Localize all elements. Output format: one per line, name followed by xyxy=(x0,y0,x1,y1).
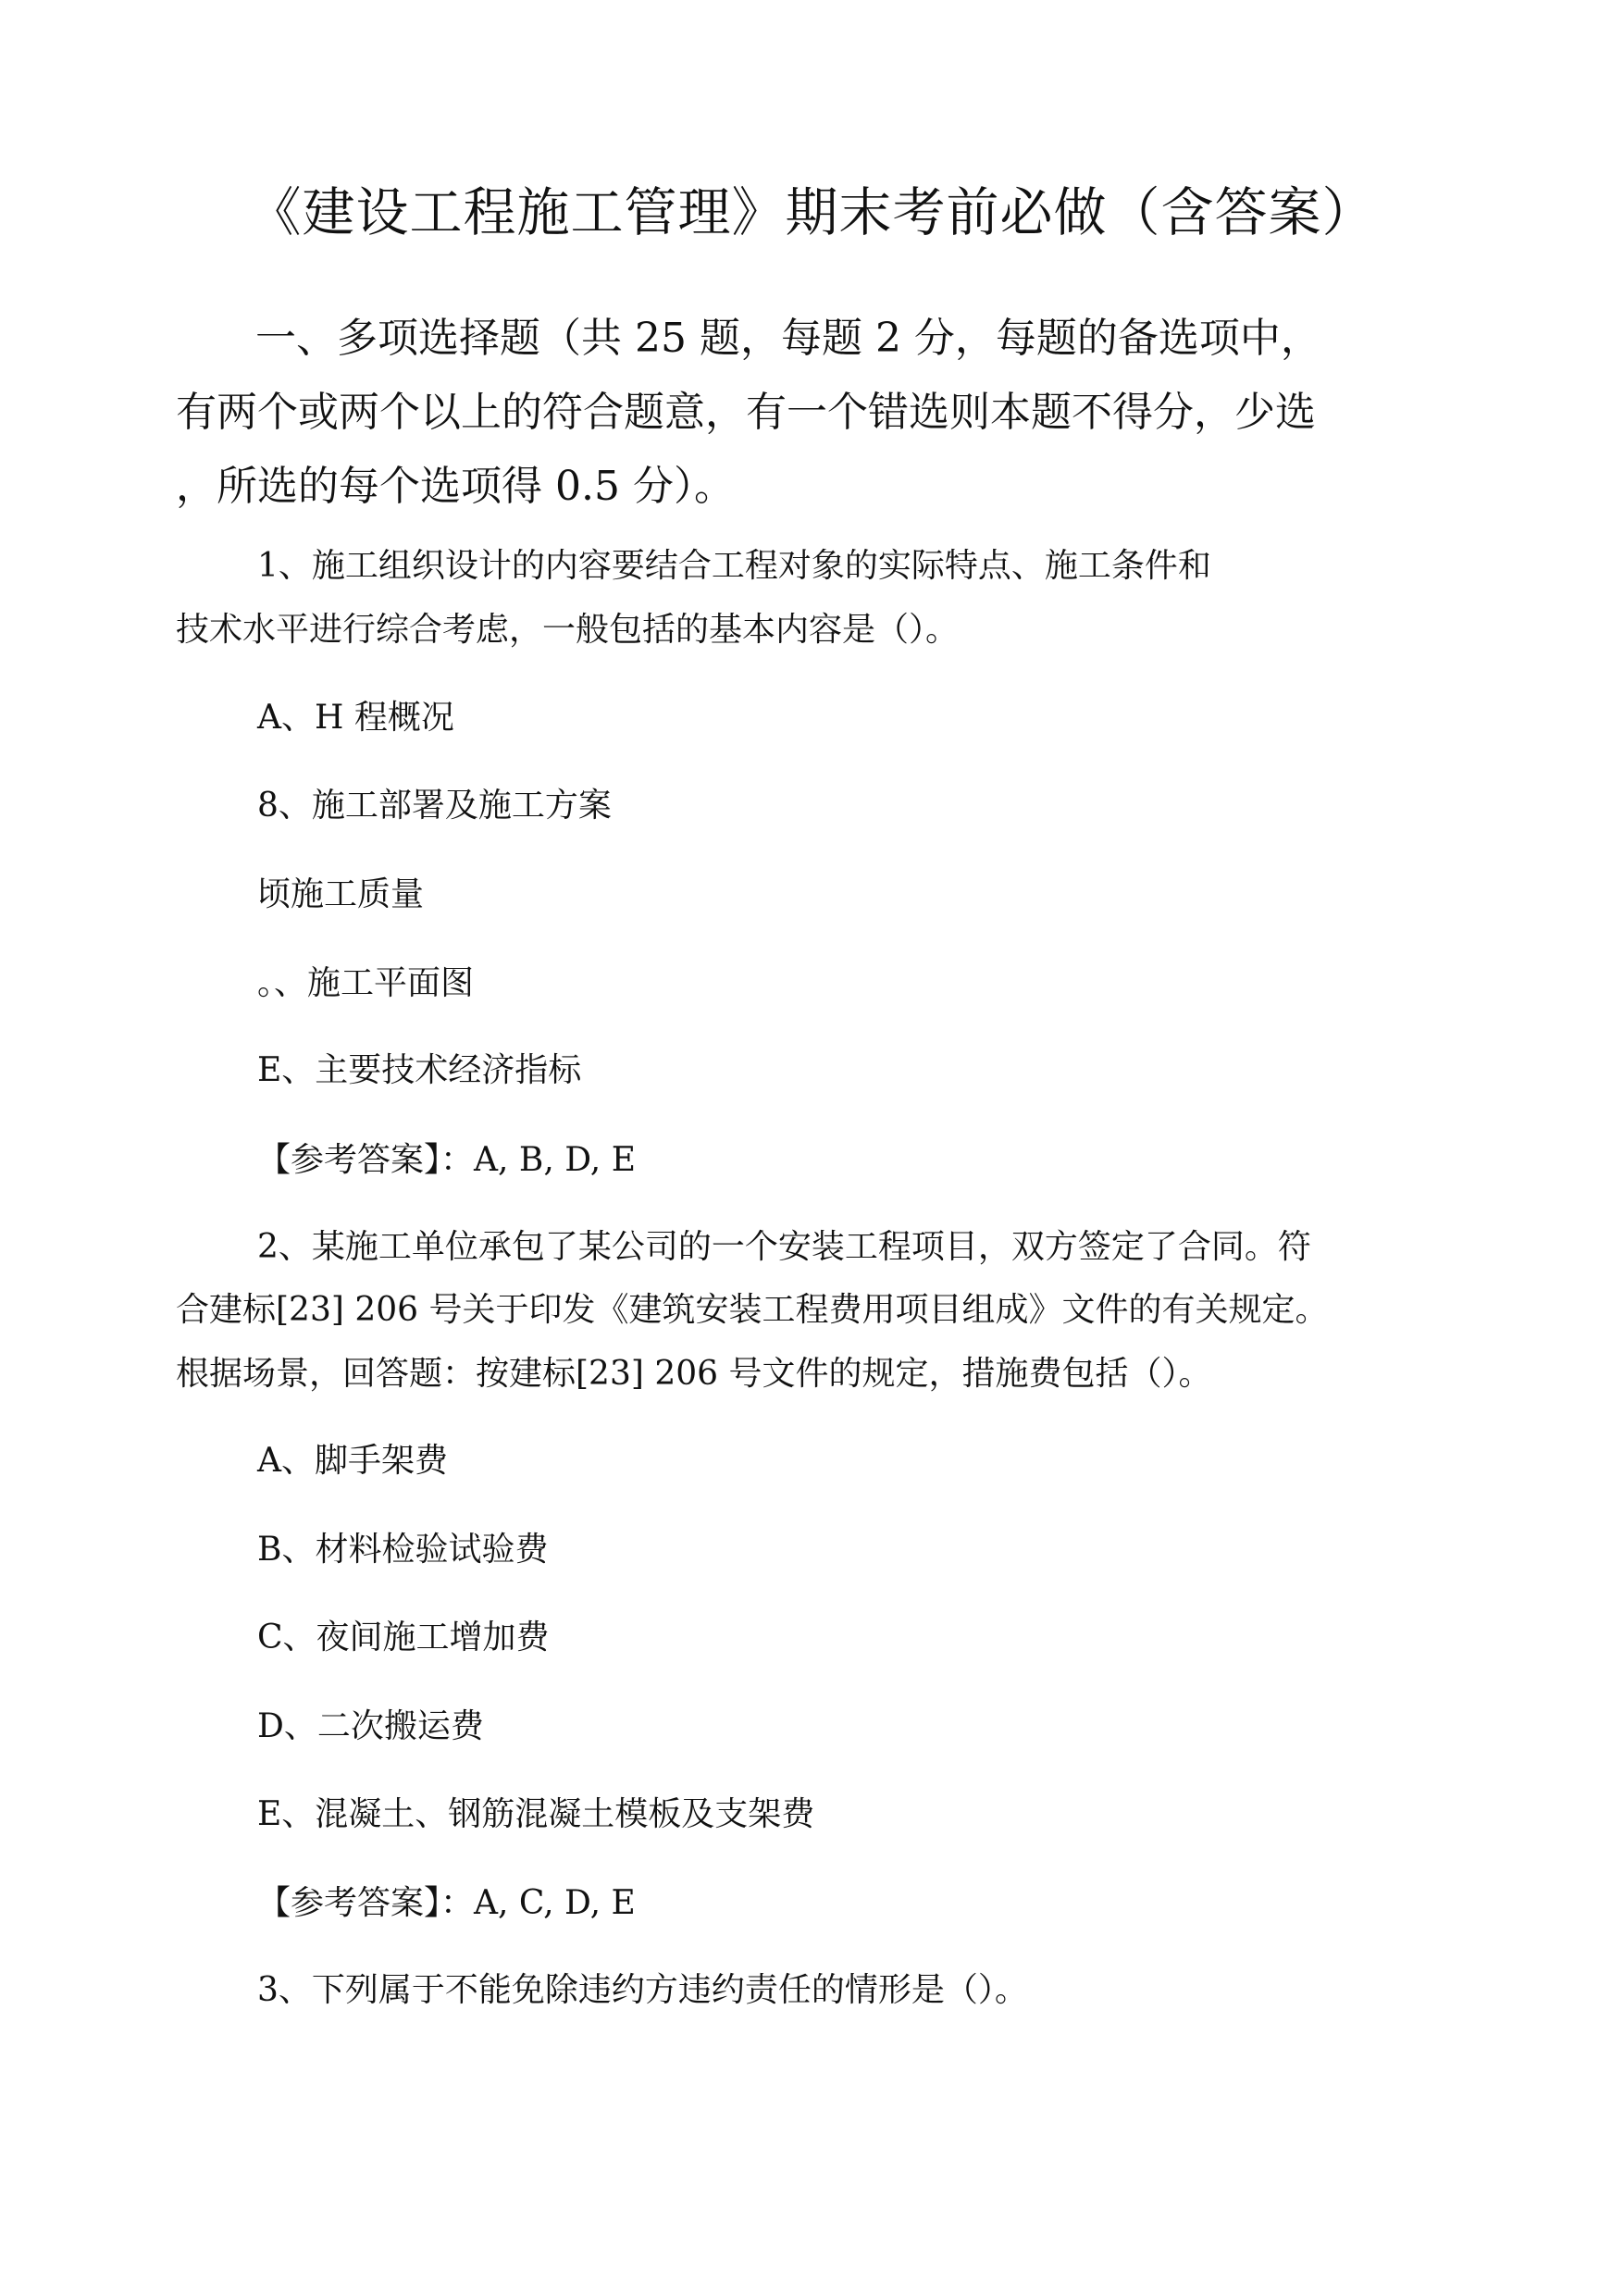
section-heading-line: 一、多项选择题（共 25 题，每题 2 分，每题的备选项中， xyxy=(255,315,1321,362)
question-3-text-line: 3、下列属于不能免除违约方违约责任的情形是（）。 xyxy=(257,1971,1028,2009)
question-2-option: A、脚手架费 xyxy=(257,1442,448,1480)
question-1-option: E、主要技术经济指标 xyxy=(257,1051,582,1089)
question-2-text-line: 根据场景，回答题：按建标[23] 206 号文件的规定，措施费包括（）。 xyxy=(176,1355,1212,1393)
section-heading xyxy=(176,302,1462,524)
question-2-option: C、夜间施工增加费 xyxy=(257,1619,550,1656)
question-1-text-line: 1、施工组织设计的内容要结合工程对象的实际特点、施工条件和 xyxy=(257,547,1211,585)
question-2-text-line: 合建标[23] 206 号关于印发《建筑安装工程费用项目组成》文件的有关规定。 xyxy=(176,1291,1329,1329)
document-title: 《建设工程施工管理》期末考前必做（含答案） xyxy=(248,182,1376,243)
question-1-option: 顷施工质量 xyxy=(257,875,425,913)
question-2-option: D、二次搬运费 xyxy=(257,1707,484,1745)
question-1-text-line: 技术水平进行综合考虑，一般包括的基本内容是（）。 xyxy=(176,611,960,649)
question-2-option: E、混凝土、钢筋混凝土模板及支架费 xyxy=(257,1795,815,1833)
section-heading-line: 有两个或两个以上的符合题意，有一个错选则本题不得分，少选 xyxy=(176,389,1316,436)
question-2-text-line: 2、某施工单位承包了某公司的一个安装工程项目，双方签定了合同。符 xyxy=(257,1228,1311,1266)
section-heading-line: ，所选的每个选项得 0.5 分）。 xyxy=(176,463,735,510)
question-1-answer: 【参考答案】：A, B, D, E xyxy=(257,1141,636,1179)
question-1-option: 。、施工平面图 xyxy=(257,964,475,1002)
question-2-option: B、材料检验试验费 xyxy=(257,1531,549,1569)
question-2-answer: 【参考答案】：A, C, D, E xyxy=(257,1884,636,1922)
question-1-option: A、H 程概况 xyxy=(257,699,454,737)
question-1-option: 8、施工部署及施工方案 xyxy=(257,787,612,825)
